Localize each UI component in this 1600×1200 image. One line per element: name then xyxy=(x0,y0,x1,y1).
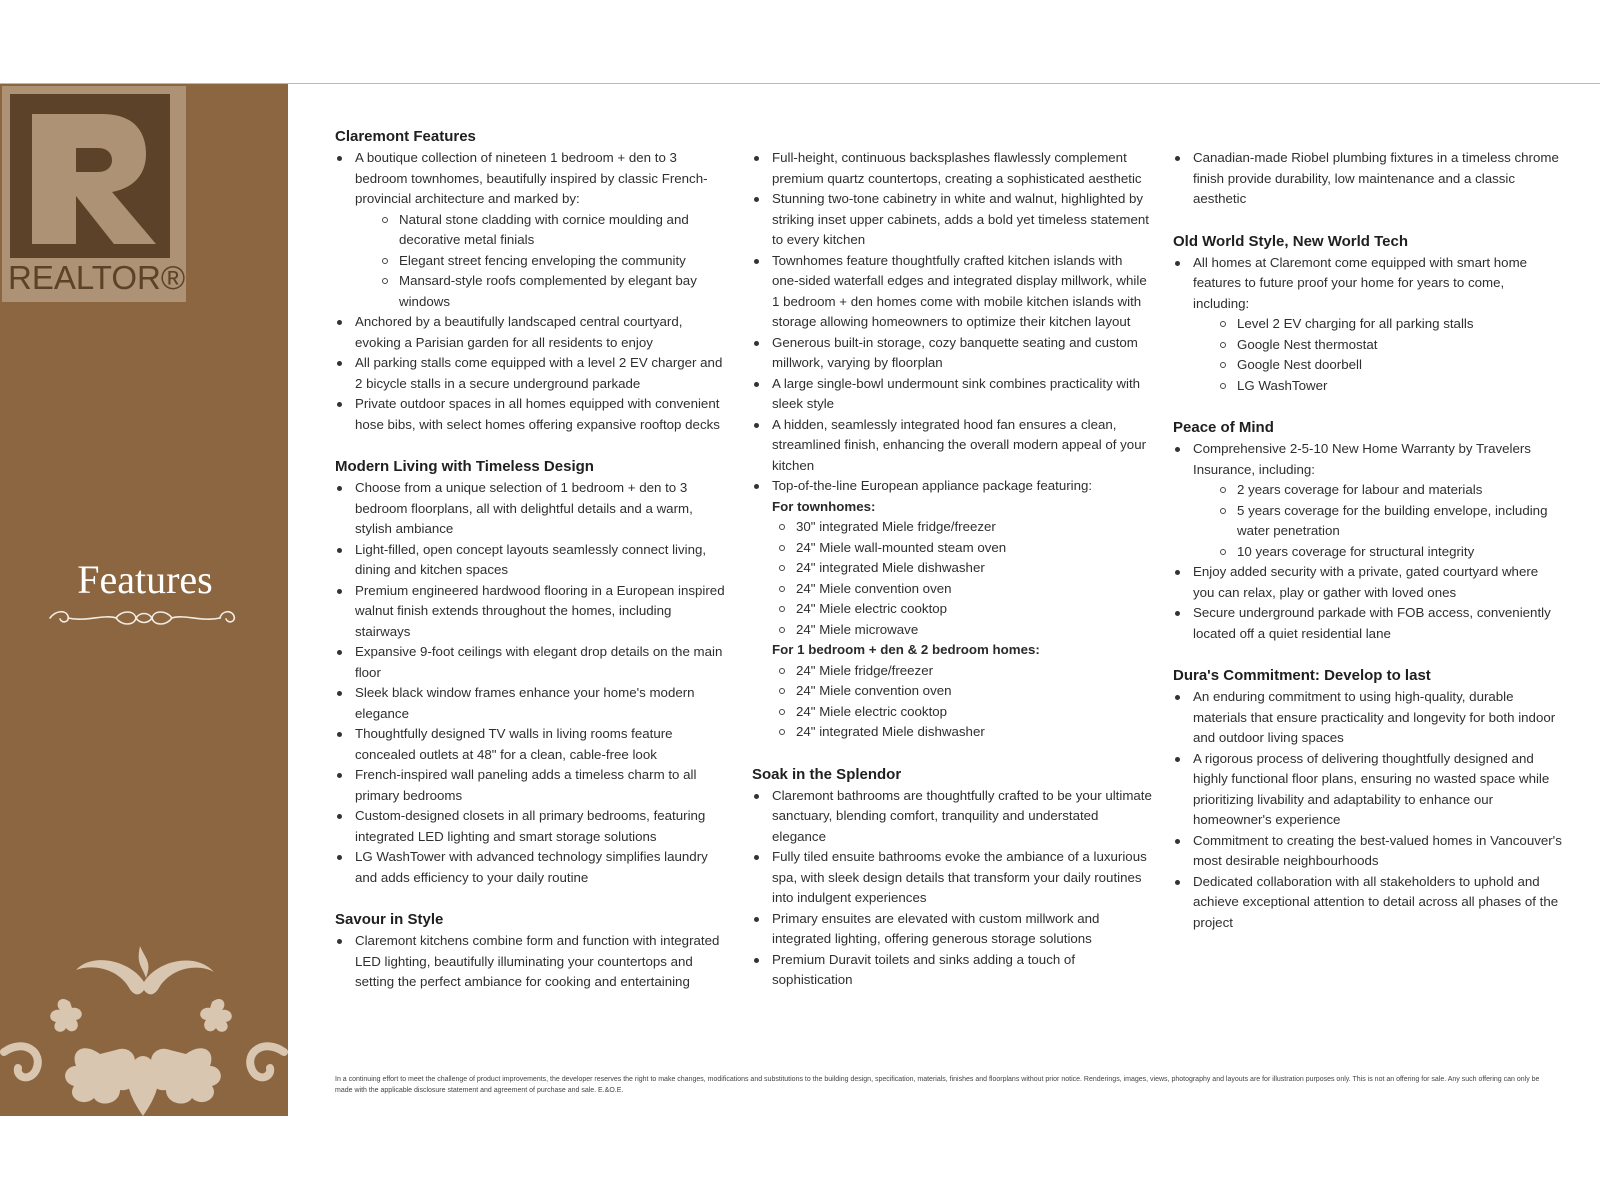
list-item: Top-of-the-line European appliance package featuring: xyxy=(752,476,1152,497)
list-item: Stunning two-tone cabinetry in white and walnut, highlighted by striking inset upper cabinets, adds a bold yet timeless statement to every kitchen xyxy=(752,189,1152,251)
realtor-wordmark: REALTOR® xyxy=(8,259,186,296)
list-item xyxy=(1173,439,1563,562)
smart-home-list xyxy=(1173,253,1563,397)
list-item: A hidden, seamlessly integrated hood fan ensures a clean, streamlined finish, enhancing the overall modern appeal of your kitchen xyxy=(752,415,1152,477)
sub-list-item: LG WashTower xyxy=(1219,376,1563,397)
list-item: Expansive 9-foot ceilings with elegant drop details on the main floor xyxy=(335,642,725,683)
list-item: Choose from a unique selection of 1 bedroom + den to 3 bedroom floorplans, all with delightful details and a warm, stylish ambiance xyxy=(335,478,725,540)
list-item: Canadian-made Riobel plumbing fixtures in a timeless chrome finish provide durability, low maintenance and a classic aesthetic xyxy=(1173,148,1563,210)
sub-list-item: Google Nest thermostat xyxy=(1219,335,1563,356)
floral-ornament-icon xyxy=(0,942,288,1116)
section-title-duras-commitment: Dura's Commitment: Develop to last xyxy=(1173,667,1431,684)
list-item: All parking stalls come equipped with a level 2 EV charger and 2 bicycle stalls in a secure underground parkade xyxy=(335,353,725,394)
sub-list-item: 24" integrated Miele dishwasher xyxy=(778,558,1152,579)
bathroom-list xyxy=(752,786,1152,991)
list-item: Townhomes feature thoughtfully crafted kitchen islands with one-sided waterfall edges and integrated display millwork, while 1 bedroom + den homes come with mobile kitchen islands with storage allowing homeowners to optimize their kitchen layout xyxy=(752,251,1152,333)
features-column-2 xyxy=(752,148,1152,991)
sub-list-item: Mansard-style roofs complemented by elegant bay windows xyxy=(381,271,725,312)
sub-list-item: 5 years coverage for the building envelope, including water penetration xyxy=(1219,501,1563,542)
list-item: Private outdoor spaces in all homes equipped with convenient hose bibs, with select homes offering expansive rooftop decks xyxy=(335,394,725,435)
list-item xyxy=(1173,253,1563,397)
section-title-soak-in-the-splendor: Soak in the Splendor xyxy=(752,765,902,783)
list-item-text: All homes at Claremont come equipped with smart home features to future proof your home for years to come, including: xyxy=(1193,254,1528,311)
warranty-sublist xyxy=(1193,480,1563,562)
sub-list-item: 10 years coverage for structural integrity xyxy=(1219,542,1563,563)
sub-list-item: 24" Miele electric cooktop xyxy=(778,702,1152,723)
sub-list-item: 24" Miele electric cooktop xyxy=(778,599,1152,620)
list-item: Primary ensuites are elevated with custom millwork and integrated lighting, offering generous storage solutions xyxy=(752,909,1152,950)
sub-list-item: 24" Miele convention oven xyxy=(778,681,1152,702)
sub-list-item: 24" integrated Miele dishwasher xyxy=(778,722,1152,743)
list-item: Thoughtfully designed TV walls in living rooms feature concealed outlets at 48" for a clean, cable-free look xyxy=(335,724,725,765)
sub-list-item: 30" integrated Miele fridge/freezer xyxy=(778,517,1152,538)
list-item xyxy=(335,148,725,312)
flourish-divider-icon xyxy=(46,606,242,630)
kitchen-list xyxy=(752,148,1152,497)
legal-disclaimer: In a continuing effort to meet the challenge of product improvements, the developer reserves the right to make changes, modifications and substitutions to the building design, specification, materials, finishes and floorplans without prior notice. Renderings, images, views, photography and layouts are for illustration purposes only. This is not an offering for sale. Any such offering can only be made with the applicable disclosure statement and agreement of purchase and sale. E.&O.E. xyxy=(335,1076,1540,1094)
list-item-text: A boutique collection of nineteen 1 bedroom + den to 3 bedroom townhomes, beautifully inspired by classic French-provincial architecture and marked by: xyxy=(355,150,708,206)
list-item: Anchored by a beautifully landscaped central courtyard, evoking a Parisian garden for all residents to enjoy xyxy=(335,312,725,353)
sub-list-item: 2 years coverage for labour and materials xyxy=(1219,480,1563,501)
sub-list-item: 24" Miele microwave xyxy=(778,620,1152,641)
sub-list-item: 24" Miele wall-mounted steam oven xyxy=(778,538,1152,559)
sub-list-item: 24" Miele convention oven xyxy=(778,579,1152,600)
townhomes-label: For townhomes: xyxy=(772,498,876,514)
smart-home-sublist xyxy=(1193,314,1563,396)
list-item: A rigorous process of delivering thoughtfully designed and highly functional floor plans, ensuring no wasted space while prioritizing livability and adaptability to enhance our homeowner's experience xyxy=(1173,749,1563,831)
sub-list-item: Natural stone cladding with cornice moulding and decorative metal finials xyxy=(381,210,725,251)
list-item: Claremont bathrooms are thoughtfully crafted to be your ultimate sanctuary, blending comfort, tranquility and understated elegance xyxy=(752,786,1152,848)
list-item: Claremont kitchens combine form and function with integrated LED lighting, beautifully illuminating your countertops and setting the perfect ambiance for cooking and entertaining xyxy=(335,931,725,993)
list-item: Sleek black window frames enhance your home's modern elegance xyxy=(335,683,725,724)
list-item: Full-height, continuous backsplashes flawlessly complement premium quartz countertops, creating a sophisticated aesthetic xyxy=(752,148,1152,189)
section-title-savour-in-style: Savour in Style xyxy=(335,911,444,928)
section-title-old-world-style: Old World Style, New World Tech xyxy=(1173,232,1409,250)
list-item: Premium Duravit toilets and sinks adding a touch of sophistication xyxy=(752,950,1152,991)
section-title-modern-living: Modern Living with Timeless Design xyxy=(335,458,594,475)
architecture-sublist xyxy=(355,210,725,313)
list-item-text: Comprehensive 2-5-10 New Home Warranty by Travelers Insurance, including: xyxy=(1193,441,1531,477)
commitment-list xyxy=(1173,687,1563,933)
list-item: Commitment to creating the best-valued homes in Vancouver's most desirable neighbourhoods xyxy=(1173,831,1563,872)
list-item: Premium engineered hardwood flooring in a European inspired walnut finish extends throughout the homes, including stairways xyxy=(335,581,725,643)
sidebar-panel xyxy=(0,84,288,1116)
list-item: Enjoy added security with a private, gated courtyard where you can relax, play or gather with loved ones xyxy=(1173,562,1563,603)
list-item: A large single-bowl undermount sink combines practicality with sleek style xyxy=(752,374,1152,415)
section-title-peace-of-mind: Peace of Mind xyxy=(1173,419,1274,436)
features-column-3 xyxy=(1173,148,1563,933)
list-item: An enduring commitment to using high-quality, durable materials that ensure practicality and longevity for both indoor and outdoor living spaces xyxy=(1173,687,1563,749)
townhomes-appliance-list xyxy=(752,517,1152,640)
r-letter-icon xyxy=(10,94,170,258)
list-item: Dedicated collaboration with all stakeholders to uphold and achieve exceptional attention to detail across all phases of the project xyxy=(1173,872,1563,934)
realtor-r-mark xyxy=(10,94,170,258)
sidebar-title: Features xyxy=(77,557,213,602)
savour-list xyxy=(335,931,725,993)
list-item: Generous built-in storage, cozy banquette seating and custom millwork, varying by floorplan xyxy=(752,333,1152,374)
list-item: Secure underground parkade with FOB access, conveniently located off a quiet residential lane xyxy=(1173,603,1563,644)
realtor-logo xyxy=(2,86,186,302)
bedroom-appliance-list xyxy=(752,661,1152,743)
peace-of-mind-list xyxy=(1173,439,1563,644)
sub-list-item: Elegant street fencing enveloping the community xyxy=(381,251,725,272)
list-item: LG WashTower with advanced technology simplifies laundry and adds efficiency to your daily routine xyxy=(335,847,725,888)
list-item: Fully tiled ensuite bathrooms evoke the ambiance of a luxurious spa, with sleek design details that transform your daily routines into indulgent experiences xyxy=(752,847,1152,909)
bedroom-homes-label: For 1 bedroom + den & 2 bedroom homes: xyxy=(772,642,1040,657)
features-column-1 xyxy=(335,126,725,993)
list-item: Light-filled, open concept layouts seamlessly connect living, dining and kitchen spaces xyxy=(335,540,725,581)
list-item: Custom-designed closets in all primary bedrooms, featuring integrated LED lighting and smart storage solutions xyxy=(335,806,725,847)
sub-list-item: Level 2 EV charging for all parking stalls xyxy=(1219,314,1563,335)
modern-living-list xyxy=(335,478,725,888)
plumbing-list xyxy=(1173,148,1563,210)
features-content xyxy=(335,126,1565,1056)
section-title-claremont-features: Claremont Features xyxy=(335,128,476,145)
sub-list-item: Google Nest doorbell xyxy=(1219,355,1563,376)
claremont-features-list xyxy=(335,148,725,435)
sub-list-item: 24" Miele fridge/freezer xyxy=(778,661,1152,682)
list-item: French-inspired wall paneling adds a timeless charm to all primary bedrooms xyxy=(335,765,725,806)
